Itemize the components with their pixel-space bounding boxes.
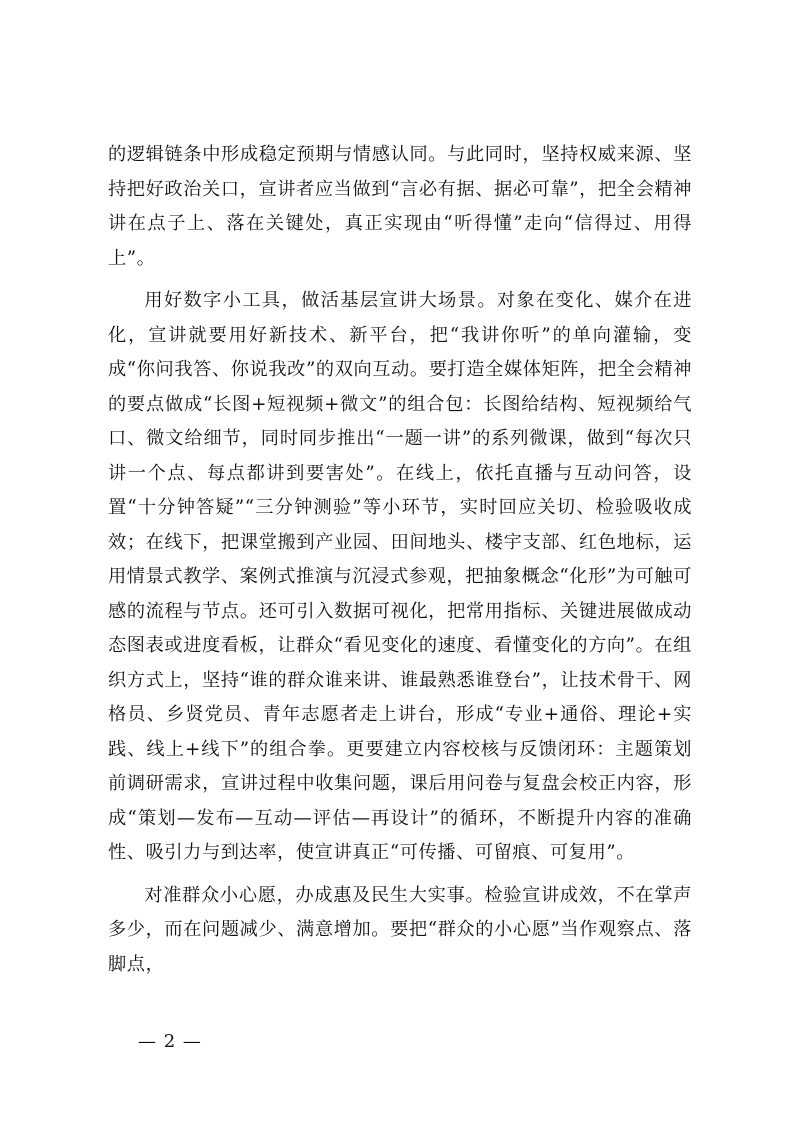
page-number: — 2 — [138,1031,202,1052]
body-text [108,138,692,990]
paragraph-digital-tools: 用好数字小工具，做活基层宣讲大场景。对象在变化、媒介在进化，宣讲就要用好新技术、新平台，把“我讲你听”的单向灌输，变成“你问我答、你说我改”的双向互动。要打造全媒体矩阵，把全会精神的要点做成“长图+短视频+微文”的组合包：长图给结构、短视频给气口、微文给细节，同时同步推出“一题一讲”的系列微课，做到“每次只讲一个点、每点都讲到要害处”。在线上，依托直播与互动问答，设置“十分钟答疑”“三分钟测验”等小环节，实时回应关切、检验吸收成效；在线下，把课堂搬到产业园、田间地头、楼宇支部、红色地标，运用情景式教学、案例式推演与沉浸式参观，把抽象概念“化形”为可触可感的流程与节点。还可引入数据可视化，把常用指标、关键进展做成动态图表或进度看板，让群众“看见变化的速度、看懂变化的方向”。在组织方式上，坚持“谁的群众谁来讲、谁最熟悉谁登台”，让技术骨干、网格员、乡贤党员、青年志愿者走上讲台，形成“专业+通俗、理论+实践、线上+线下”的组合拳。更要建立内容校核与反馈闭环：主题策划前调研需求，宣讲过程中收集问题，课后用问卷与复盘会校正内容，形成“策划—发布—互动—评估—再设计”的循环，不断提升内容的准确性、吸引力与到达率，使宣讲真正“可传播、可留痕、可复用”。 [108,290,692,863]
paragraph-small-wishes: 对准群众小心愿，办成惠及民生大实事。检验宣讲成效，不在掌声多少，而在问题减少、满意增加。要把“群众的小心愿”当作观察点、落脚点， [108,884,692,975]
paragraph-continuation: 的逻辑链条中形成稳定预期与情感认同。与此同时，坚持权威来源、坚持把好政治关口，宣讲者应当做到“言必有据、据必可靠”，把全会精神讲在点子上、落在关键处，真正实现由“听得懂”走向“信得过、用得上”。 [108,144,692,269]
